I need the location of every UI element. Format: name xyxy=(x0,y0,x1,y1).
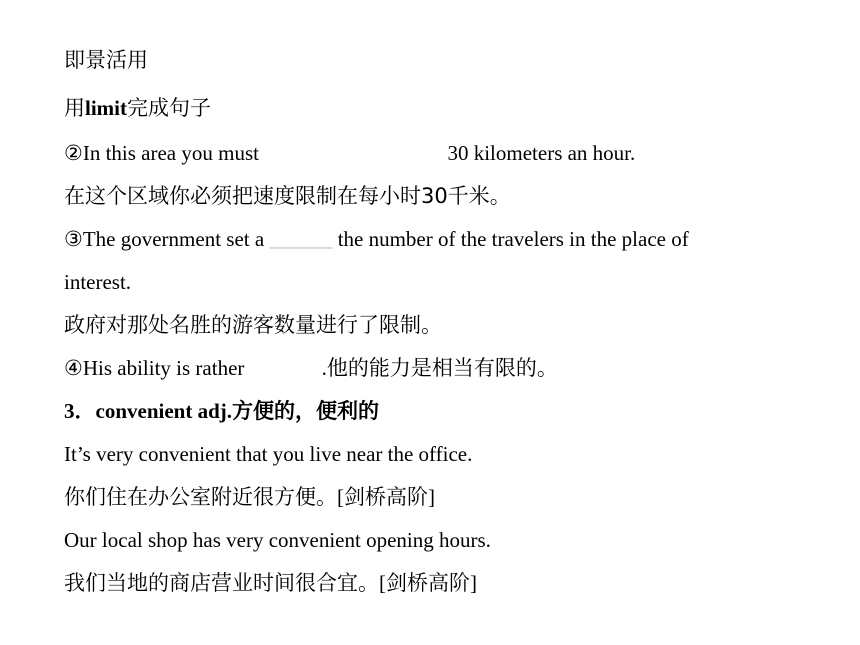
task-instruction xyxy=(64,95,211,121)
item-sentence-start: The government set a xyxy=(82,227,265,251)
item-translation: 在这个区域你必须把速度限制在每小时30千米。 xyxy=(64,184,511,208)
entry-meaning: 方便的，便利的 xyxy=(232,399,380,423)
exercise-item-2 xyxy=(64,140,635,166)
entry-word: convenient xyxy=(95,399,193,423)
answer-blank[interactable] xyxy=(264,140,442,160)
answer-blank[interactable]: ______ xyxy=(269,227,333,251)
item-translation: 政府对那处名胜的游客数量进行了限制。 xyxy=(64,313,442,337)
entry-number: 3 xyxy=(64,399,75,423)
example-translation: 我们当地的商店营业时间很合宜。[剑桥高阶] xyxy=(64,571,477,595)
task-pre: 用 xyxy=(64,96,85,120)
example-sentence: Our local shop has very convenient opening hours. xyxy=(64,528,491,552)
entry-pos: adj. xyxy=(197,399,233,423)
task-keyword: limit xyxy=(85,96,127,120)
entry-separator: ． xyxy=(74,399,96,423)
item-marker: ② xyxy=(64,141,83,165)
item-sentence-start: His ability is rather xyxy=(82,356,245,380)
item-translation: 他的能力是相当有限的。 xyxy=(326,356,558,380)
item-sentence-end: . xyxy=(321,356,327,380)
item-sentence-end: the number of the travelers in the place of xyxy=(337,227,689,251)
example-translation: 你们住在办公室附近很方便。[剑桥高阶] xyxy=(64,485,435,509)
translation-text: 我们当地的商店营业时间很合宜。 xyxy=(64,571,379,595)
example-sentence: It’s very convenient that you live near the office. xyxy=(64,442,473,466)
item-sentence-end: 30 kilometers an hour. xyxy=(447,141,636,165)
exercise-item-3 xyxy=(64,226,689,252)
vocab-entry xyxy=(64,398,379,424)
item-sentence-start: In this area you must xyxy=(82,141,259,165)
item-marker: ④ xyxy=(64,356,83,380)
item-marker: ③ xyxy=(64,227,83,251)
item-sentence-continuation: interest. xyxy=(64,270,132,294)
answer-blank[interactable] xyxy=(250,355,322,375)
source-label: 剑桥高阶 xyxy=(386,571,470,595)
source-label: 剑桥高阶 xyxy=(344,485,428,509)
task-post: 完成句子 xyxy=(127,96,211,120)
section-heading: 即景活用 xyxy=(64,48,148,72)
exercise-item-4 xyxy=(64,355,558,381)
translation-text: 你们住在办公室附近很方便。 xyxy=(64,485,337,509)
